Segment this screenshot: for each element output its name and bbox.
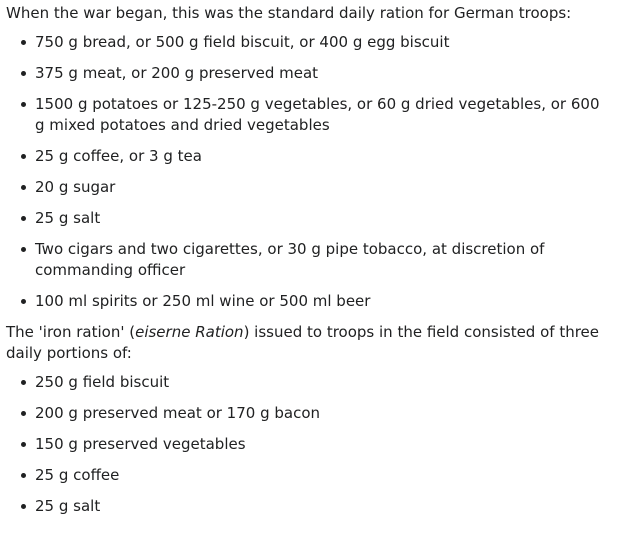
- list-item: 20 g sugar: [35, 177, 621, 198]
- list-item: 25 g salt: [35, 208, 621, 229]
- iron-ration-term: eiserne Ration: [135, 323, 244, 341]
- iron-ration-text-before: The 'iron ration' (: [6, 323, 136, 341]
- list-item: Two cigars and two cigarettes, or 30 g pipe tobacco, at discretion of commanding officer: [35, 239, 621, 281]
- iron-ration-paragraph: [6, 322, 621, 364]
- list-item: 25 g coffee, or 3 g tea: [35, 146, 621, 167]
- list-item: 375 g meat, or 200 g preserved meat: [35, 63, 621, 84]
- list-item: 200 g preserved meat or 170 g bacon: [35, 403, 621, 424]
- daily-ration-list: [6, 32, 621, 312]
- list-item: 250 g field biscuit: [35, 372, 621, 393]
- list-item: 100 ml spirits or 250 ml wine or 500 ml beer: [35, 291, 621, 312]
- list-item: 1500 g potatoes or 125-250 g vegetables, or 60 g dried vegetables, or 600 g mixed potatoes and dried vegetables: [35, 94, 621, 136]
- list-item: 25 g salt: [35, 496, 621, 517]
- list-item: 750 g bread, or 500 g field biscuit, or 400 g egg biscuit: [35, 32, 621, 53]
- list-item: 150 g preserved vegetables: [35, 434, 621, 455]
- iron-ration-text-after: ) issued to troops in the field consisted of three daily portions of:: [6, 323, 600, 362]
- iron-ration-list: [6, 372, 621, 517]
- intro-paragraph: When the war began, this was the standard daily ration for German troops:: [6, 4, 572, 22]
- list-item: 25 g coffee: [35, 465, 621, 486]
